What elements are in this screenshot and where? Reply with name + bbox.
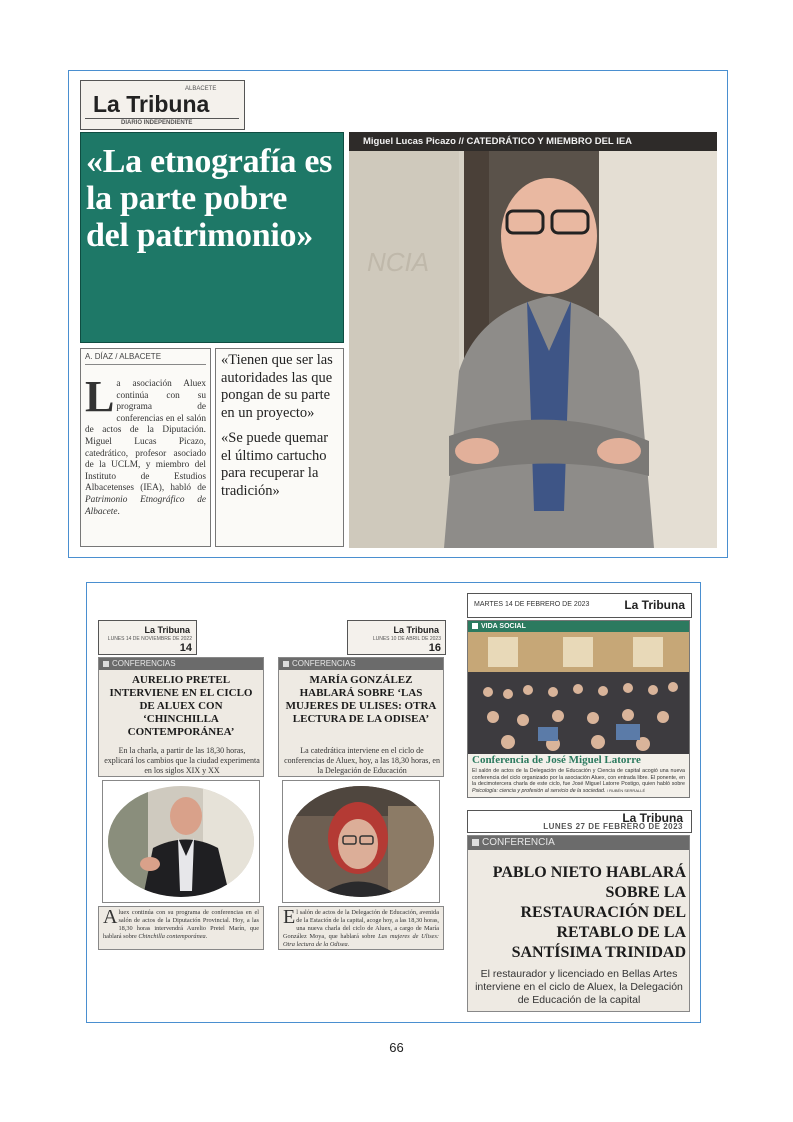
clip3-masthead xyxy=(347,620,446,655)
clip3-masthead-name: La Tribuna xyxy=(393,625,439,635)
section-square-icon xyxy=(472,839,479,846)
clip4-date: MARTES 14 DE FEBRERO DE 2023 xyxy=(474,601,590,608)
clip2-date: LUNES 14 DE NOVIEMBRE DE 2022 xyxy=(107,636,192,642)
photo-caption: Miguel Lucas Picazo // CATEDRÁTICO Y MIEMBRO DEL IEA xyxy=(363,136,633,147)
clip3-date: LUNES 10 DE ABRIL DE 2023 xyxy=(372,636,441,642)
clip5-subhead: El restaurador y licenciado en Bellas Artes interviene en el ciclo de Aluex, la Delegación de Educación de la capital xyxy=(475,968,683,1006)
clip2-caption-box xyxy=(98,906,264,950)
main-headline: «La etnografía es la parte pobre del patrimonio» xyxy=(86,143,333,254)
clip3-caption-box xyxy=(278,906,444,950)
clip4-section-bar: VIDA SOCIAL xyxy=(468,621,689,632)
clip3-caption: El salón de actos de la Delegación de Educación, avenida de la Estación de la capital, acoge hoy, a las 18,30 horas, una nueva charla del ciclo de Aluex, a cargo de María González Moya, que hablará sobre Las mujeres de Ulises: Otra lectura de la Odisea. xyxy=(283,906,440,948)
masthead-name: La Tribuna xyxy=(93,91,210,117)
masthead-city: ALBACETE xyxy=(185,86,217,92)
clip2-headline: AURELIO PRETEL INTERVIENE EN EL CICLO DE ALUEX CON ‘CHINCHILLA CONTEMPORÁNEA’ xyxy=(109,674,253,738)
clip5-article xyxy=(467,835,690,1012)
clip2-page: 14 xyxy=(179,642,192,654)
clip2-section: CONFERENCIAS xyxy=(99,658,263,670)
bottom-clipping-frame xyxy=(86,582,701,1023)
clip2-photo-box xyxy=(102,780,260,903)
clip5-headline: PABLO NIETO HABLARÁ SOBRE LA RESTAURACIÓN DEL RETABLO DE LA SANTÍSIMA TRINIDAD xyxy=(492,864,686,961)
drop-cap: L xyxy=(85,372,115,421)
audience-photo xyxy=(468,632,689,754)
article-body-box xyxy=(80,348,211,547)
clip5-date: LUNES 27 DE FEBRERO DE 2023 xyxy=(543,822,683,831)
clip4-article xyxy=(467,620,690,798)
photo-caption-bar xyxy=(349,132,717,151)
aurelio-pretel-photo xyxy=(108,786,254,897)
clip4-title: Conferencia de José Miguel Latorre xyxy=(472,754,641,766)
masthead-la-tribuna xyxy=(80,80,245,130)
clip4-text: El salón de actos de la Delegación de Educación y Ciencia de capital acogió una nueva conferencia del ciclo organizado por la asociación Aluex, con entrada libre. El ponente, en la decimotercera charla de este ciclo, fue José Miguel Latorre Postigo, quien habló sobre Psicología: ciencia y profesión al servicio de la sociedad. / RUBÉN SERRALLÉ xyxy=(472,768,685,794)
quotes-box xyxy=(215,348,344,547)
clip4-masthead xyxy=(467,593,692,618)
clip5-masthead-name: La Tribuna xyxy=(622,811,683,825)
masthead-tagline: DIARIO INDEPENDIENTE xyxy=(121,120,193,126)
clip2-masthead-name: La Tribuna xyxy=(144,625,190,635)
section-square-icon xyxy=(103,661,109,667)
maria-gonzalez-illustration xyxy=(288,786,434,897)
headline-box xyxy=(80,132,344,343)
clip3-headline: MARÍA GONZÁLEZ HABLARÁ SOBRE ‘LAS MUJERES DE ULISES: OTRA LECTURA DE LA ODISEA’ xyxy=(285,674,437,725)
page-number: 66 xyxy=(389,1040,404,1055)
clip3-page: 16 xyxy=(428,642,441,654)
aurelio-pretel-illustration xyxy=(108,786,254,897)
portrait-photo xyxy=(349,132,717,548)
clip3-photo-box xyxy=(282,780,440,903)
clip5-section: CONFERENCIA xyxy=(468,836,689,850)
quote-1: «Tienen que ser las autoridades las que pongan de su parte en un proyecto» xyxy=(221,352,333,421)
clip5-masthead xyxy=(467,810,692,833)
clip3-article xyxy=(278,657,444,777)
clip2-article xyxy=(98,657,264,777)
portrait-illustration xyxy=(349,151,717,548)
top-clipping-frame xyxy=(68,70,728,558)
section-square-icon xyxy=(283,661,289,667)
maria-gonzalez-photo xyxy=(288,786,434,897)
byline: A. DÍAZ / ALBACETE xyxy=(85,352,162,361)
clip2-subhead: En la charla, a partir de las 18,30 horas, explicará los cambios que la ciudad experimenta en los siglos XIX y XX xyxy=(104,746,260,775)
clip3-section: CONFERENCIAS xyxy=(279,658,443,670)
clip3-subhead: La catedrática interviene en el ciclo de conferencias de Aluex, hoy, a las 18,30 horas, en la Delegación de Educación xyxy=(284,746,440,775)
clip2-masthead xyxy=(98,620,197,655)
article-body: La asociación Aluex continúa con su programa de conferencias en el salón de actos de la Diputación. Miguel Lucas Picazo, catedrático, profesor asociado de la UCLM, y miembro del Instituto de Estudios Albacetenses (IEA), habló de Patrimonio Etnográfico de Albacete. xyxy=(85,372,206,517)
quote-2: «Se puede quemar el último cartucho para recuperar la tradición» xyxy=(221,430,329,499)
clip4-masthead-name: La Tribuna xyxy=(624,598,685,612)
svg-text:NCIA: NCIA xyxy=(367,247,430,277)
section-square-icon xyxy=(472,623,478,629)
clip2-caption: Aluex continúa con su programa de conferencias en el salón de actos de la Diputación Provincial. Hoy, a las 18,30 horas intervendrá Aurelio Pretel Marín, que hablará sobre Chinchilla contemporánea. xyxy=(103,906,259,940)
